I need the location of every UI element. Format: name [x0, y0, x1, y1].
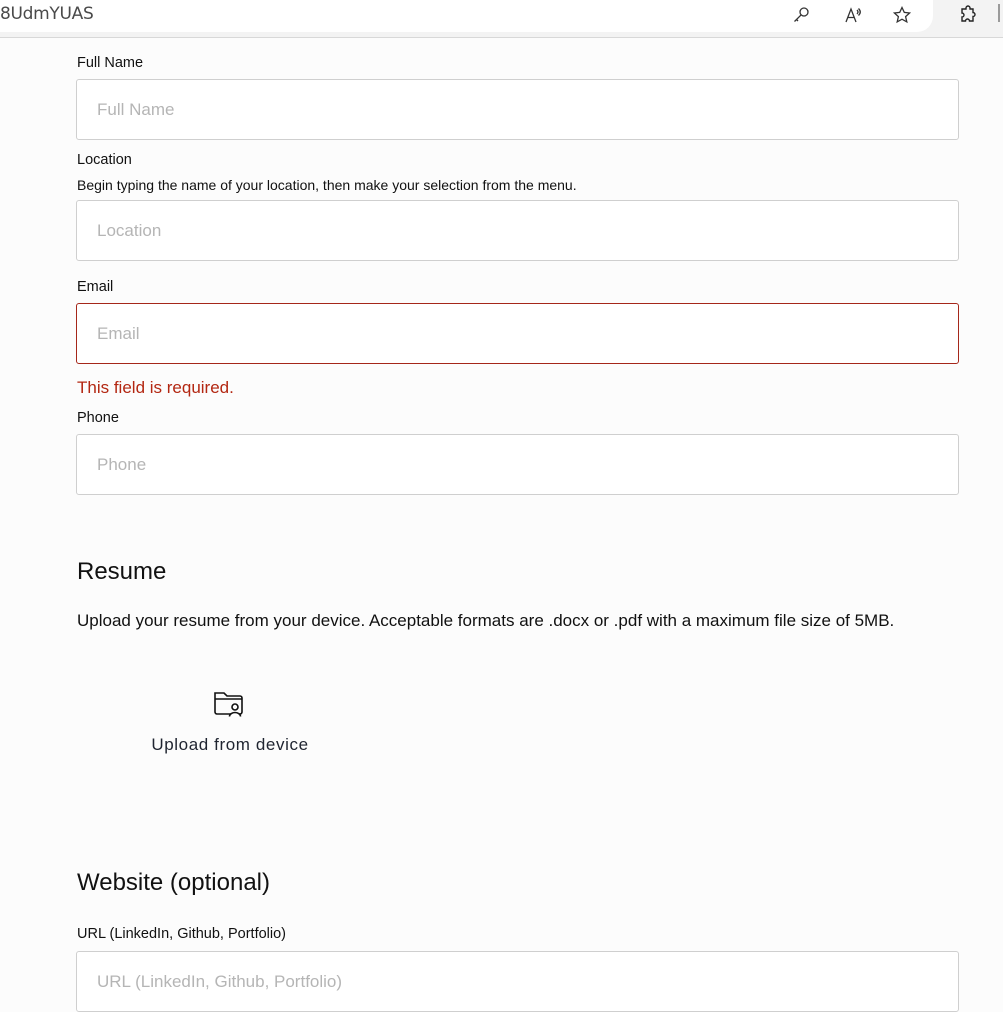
- read-aloud-icon[interactable]: [840, 3, 866, 27]
- upload-from-device-button[interactable]: [140, 684, 320, 764]
- upload-from-device-label: Upload from device: [151, 735, 309, 754]
- full-name-label: Full Name: [77, 55, 144, 71]
- email-error-message: This field is required.: [77, 378, 234, 397]
- location-helper-text: Begin typing the name of your location, then make your selection from the menu.: [77, 177, 577, 193]
- phone-label: Phone: [77, 410, 119, 426]
- full-name-input[interactable]: [76, 79, 959, 140]
- browser-toolbar: [0, 0, 1003, 38]
- resume-section-title: Resume: [77, 558, 167, 585]
- favorite-star-icon[interactable]: [889, 3, 915, 27]
- location-input[interactable]: [76, 200, 959, 261]
- location-label: Location: [77, 152, 132, 168]
- url-label: URL (LinkedIn, Github, Portfolio): [77, 926, 287, 942]
- key-icon[interactable]: [788, 3, 814, 27]
- toolbar-bottom-border: [0, 37, 1003, 38]
- email-input[interactable]: [76, 303, 959, 364]
- website-section-title: Website (optional): [77, 869, 270, 896]
- phone-input[interactable]: [76, 434, 959, 495]
- url-input[interactable]: [76, 951, 959, 1012]
- address-bar[interactable]: [0, 0, 933, 32]
- toolbar-divider: [998, 4, 1000, 22]
- extensions-icon[interactable]: [955, 3, 981, 27]
- email-label: Email: [77, 279, 114, 295]
- folder-user-icon: [212, 688, 246, 720]
- resume-description: Upload your resume from your device. Acceptable formats are .docx or .pdf with a maximum file size of 5MB.: [77, 611, 895, 630]
- address-bar-url[interactable]: 8UdmYUAS: [0, 4, 94, 24]
